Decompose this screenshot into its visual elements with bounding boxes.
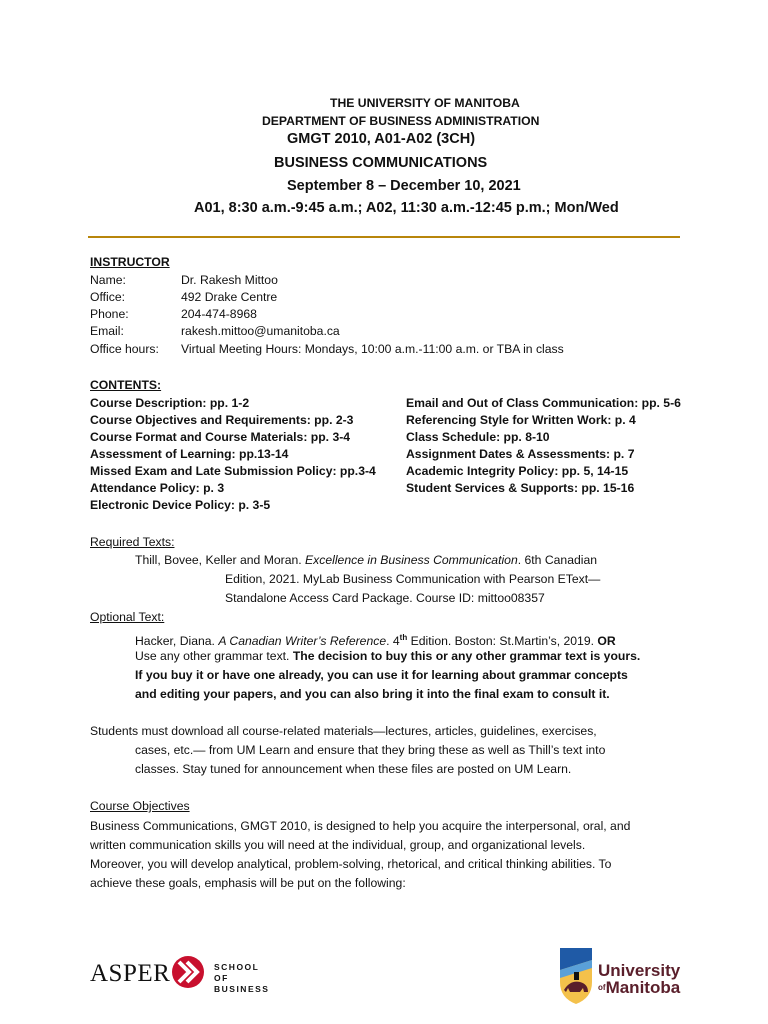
materials-line: cases, etc.— from UM Learn and ensure that they bring these as well as Thill’s text into: [135, 743, 606, 757]
objectives-line: achieve these goals, emphasis will be put on the following:: [90, 876, 406, 890]
instructor-value: Virtual Meeting Hours: Mondays, 10:00 a.m.-11:00 a.m. or TBA in class: [181, 342, 564, 356]
instructor-row-email: [90, 323, 340, 340]
contents-item: Student Services & Supports: pp. 15-16: [406, 481, 635, 495]
asper-school-text: [214, 962, 269, 995]
objectives-line: Business Communications, GMGT 2010, is designed to help you acquire the interpersonal, oral, and: [90, 819, 631, 833]
optional-any-grammar: Use any other grammar text.: [135, 649, 293, 663]
required-text-line: [135, 551, 597, 570]
required-book-title: Excellence in Business Communication: [305, 553, 518, 567]
course-title: BUSINESS COMMUNICATIONS: [274, 155, 488, 171]
optional-book-title: A Canadian Writer’s Reference: [218, 634, 387, 649]
contents-item: Course Format and Course Materials: pp. 3-4: [90, 430, 351, 444]
course-dates: September 8 – December 10, 2021: [287, 178, 521, 194]
asper-chevron-icon: [170, 954, 210, 990]
course-code: GMGT 2010, A01-A02 (3CH): [287, 131, 476, 147]
instructor-label: Phone:: [90, 307, 129, 321]
university-wordmark: [598, 962, 680, 998]
contents-item: Attendance Policy: p. 3: [90, 481, 225, 495]
optional-edition-sup: th: [399, 633, 408, 642]
optional-text-line: [135, 647, 640, 666]
required-text-line: Standalone Access Card Package. Course ID: mittoo08357: [225, 591, 545, 605]
optional-publisher: Edition. Boston: St.Martin’s, 2019.: [407, 634, 598, 649]
header-divider: [88, 236, 680, 238]
contents-item: Academic Integrity Policy: pp. 5, 14-15: [406, 464, 629, 478]
instructor-value: Dr. Rakesh Mittoo: [181, 273, 278, 287]
instructor-value: 204-474-8968: [181, 307, 257, 321]
contents-item: Assignment Dates & Assessments: p. 7: [406, 447, 635, 461]
required-texts-heading: Required Texts:: [90, 535, 175, 549]
optional-edition: . 4: [386, 634, 400, 649]
contents-item: Referencing Style for Written Work: p. 4: [406, 413, 636, 427]
instructor-label: Office:: [90, 290, 125, 304]
course-objectives-heading: Course Objectives: [90, 799, 190, 813]
contents-item: Class Schedule: pp. 8-10: [406, 430, 550, 444]
materials-line: Students must download all course-related materials—lectures, articles, guidelines, exercises,: [90, 724, 597, 738]
um-wordmark-manitoba: Manitoba: [605, 978, 681, 997]
university-crest-icon: [558, 946, 594, 1006]
optional-text-heading: Optional Text:: [90, 610, 165, 624]
course-times: A01, 8:30 a.m.-9:45 a.m.; A02, 11:30 a.m.-12:45 p.m.; Mon/Wed: [194, 200, 619, 216]
instructor-row-hours: [90, 341, 564, 358]
instructor-row-phone: [90, 306, 257, 323]
optional-author: Hacker, Diana.: [135, 634, 219, 649]
contents-item: Missed Exam and Late Submission Policy: pp.3-4: [90, 464, 376, 478]
required-authors: Thill, Bovee, Keller and Moran.: [135, 553, 306, 567]
optional-text-line: and editing your papers, and you can also bring it into the final exam to consult it.: [135, 687, 610, 701]
instructor-label: Name:: [90, 273, 126, 287]
instructor-row-name: [90, 272, 278, 289]
required-edition: . 6th Canadian: [517, 553, 598, 567]
optional-decision: The decision to buy this or any other grammar text is yours.: [292, 649, 641, 663]
asper-school-line: SCHOOL OF: [214, 962, 260, 983]
instructor-value: 492 Drake Centre: [181, 290, 278, 304]
university-name: THE UNIVERSITY OF MANITOBA: [330, 96, 520, 110]
materials-line: classes. Stay tuned for announcement when these files are posted on UM Learn.: [135, 762, 572, 776]
um-wordmark-of: of: [598, 983, 606, 992]
contents-right-column: [406, 395, 681, 497]
objectives-line: Moreover, you will develop analytical, problem-solving, rhetorical, and critical thinking abilities. To: [90, 857, 612, 871]
contents-heading: CONTENTS:: [90, 378, 162, 392]
contents-item: Electronic Device Policy: p. 3-5: [90, 498, 271, 512]
instructor-email[interactable]: rakesh.mittoo@umanitoba.ca: [181, 324, 340, 338]
optional-text-line: If you buy it or have one already, you can use it for learning about grammar concepts: [135, 668, 628, 682]
instructor-heading: INSTRUCTOR: [90, 255, 170, 269]
instructor-row-office: [90, 289, 277, 306]
contents-item: Course Description: pp. 1-2: [90, 396, 250, 410]
contents-item: Assessment of Learning: pp.13-14: [90, 447, 289, 461]
asper-school-line: BUSINESS: [214, 984, 270, 994]
contents-item: Email and Out of Class Communication: pp. 5-6: [406, 396, 681, 410]
instructor-label: Office hours:: [90, 342, 159, 356]
asper-wordmark: ASPER: [90, 960, 171, 987]
um-wordmark-university: University: [598, 961, 681, 980]
instructor-label: Email:: [90, 324, 124, 338]
optional-or: OR: [597, 634, 616, 649]
department-name: DEPARTMENT OF BUSINESS ADMINISTRATION: [262, 114, 540, 128]
objectives-line: written communication skills you will need at the individual, group, and organizational levels.: [90, 838, 586, 852]
contents-item: Course Objectives and Requirements: pp. 2-3: [90, 413, 354, 427]
contents-left-column: [90, 395, 376, 514]
required-text-line: Edition, 2021. MyLab Business Communication with Pearson EText—: [225, 572, 601, 586]
